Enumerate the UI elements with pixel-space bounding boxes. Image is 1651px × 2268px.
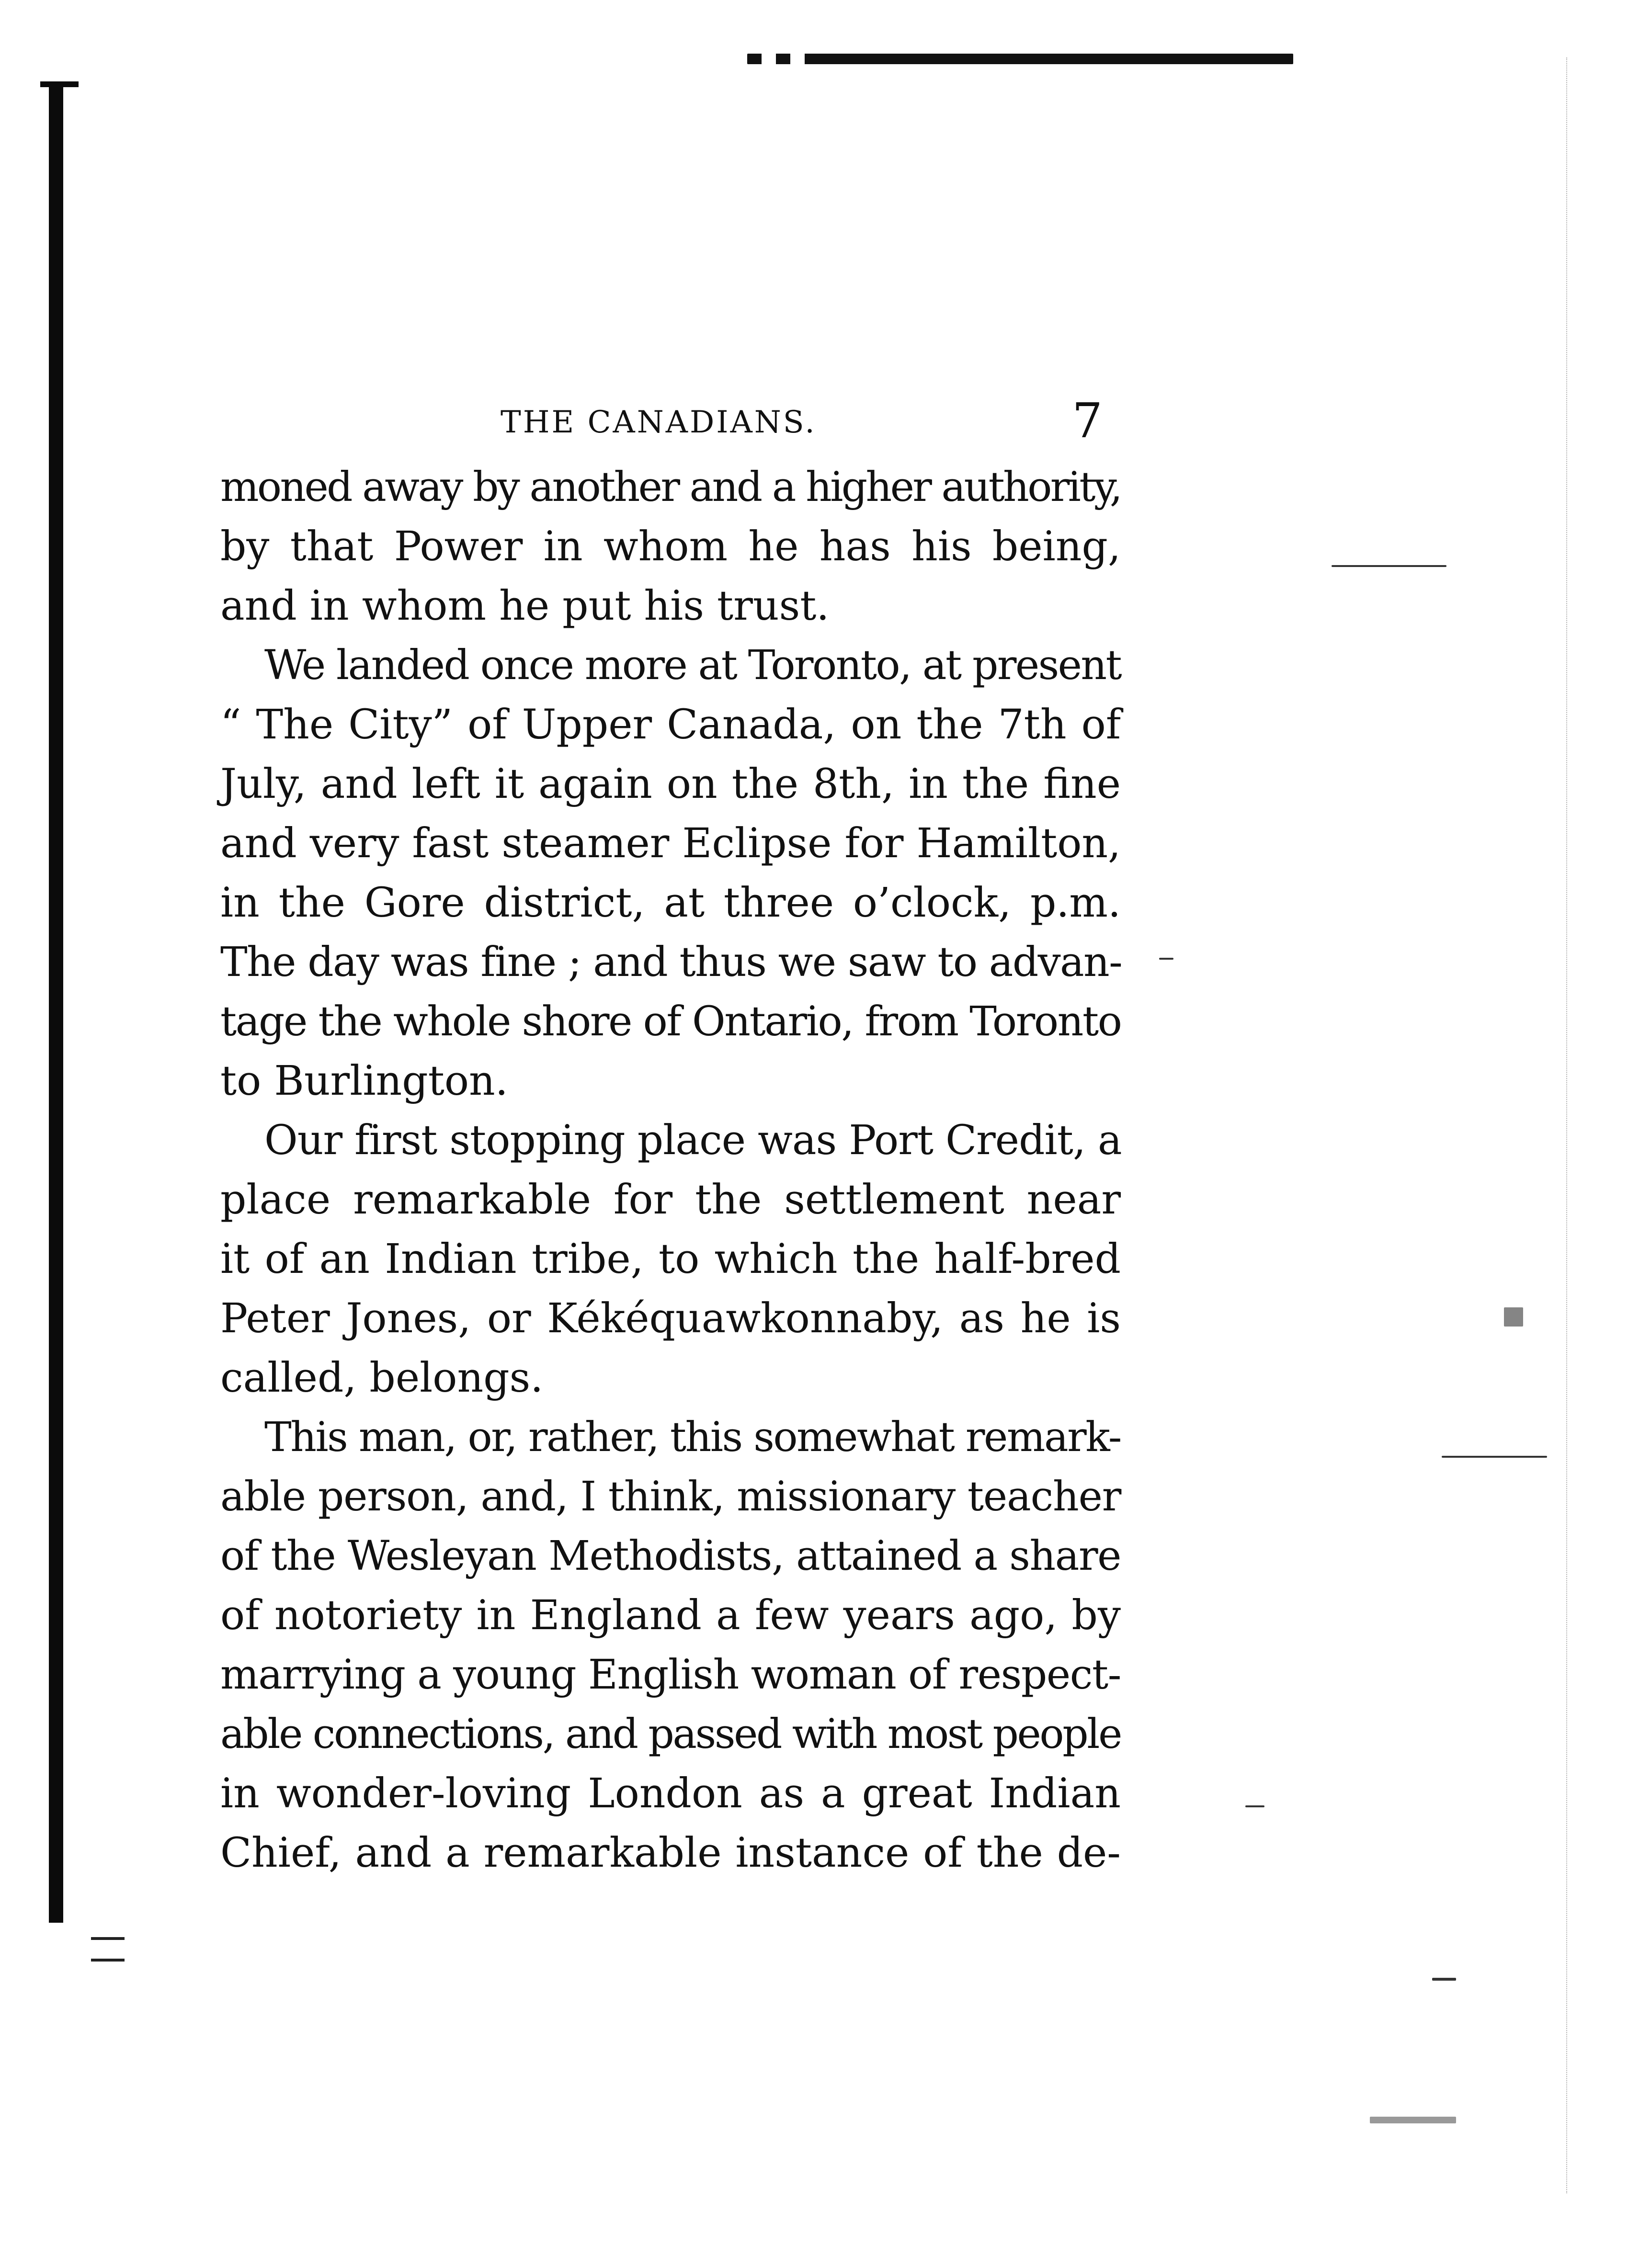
text-line: moned away by another and a higher authority, (220, 464, 1121, 511)
text-line: Chief, and a remarkable instance of the de- (220, 1829, 1121, 1877)
running-title: THE CANADIANS. (501, 405, 817, 440)
scan-speck (1504, 1307, 1523, 1327)
scan-speck (1159, 958, 1173, 960)
scan-speck (1432, 1978, 1456, 1981)
text-line: Our first stopping place was Port Credit, a (264, 1117, 1122, 1164)
text-line: called, belongs. (220, 1354, 544, 1402)
running-head (220, 393, 1121, 450)
page-number: 7 (1072, 393, 1103, 449)
text-line: July, and left it again on the 8th, in the fine (220, 760, 1121, 808)
text-line: We landed once more at Toronto, at present (264, 642, 1121, 689)
scan-right-edge (1557, 57, 1567, 2193)
scan-speck (1370, 2117, 1456, 2123)
scan-edge-mark (91, 1937, 125, 1940)
text-line: to Burlington. (220, 1057, 508, 1105)
text-line: by that Power in whom he has his being, (220, 523, 1121, 570)
text-line: able connections, and passed with most people (220, 1711, 1121, 1758)
book-page (220, 393, 1121, 1883)
text-line: in wonder-loving London as a great Indian (220, 1770, 1121, 1817)
scan-speck (1442, 1456, 1547, 1458)
text-line: place remarkable for the settlement near (220, 1176, 1121, 1224)
text-line: of the Wesleyan Methodists, attained a share (220, 1532, 1121, 1580)
scan-binding-edge (49, 84, 63, 1923)
text-line: and in whom he put his trust. (220, 582, 830, 630)
scan-speck (1332, 565, 1446, 567)
text-line: able person, and, I think, missionary teacher (220, 1473, 1121, 1520)
text-line: it of an Indian tribe, to which the half-bred (220, 1236, 1121, 1283)
text-line: of notoriety in England a few years ago, by (220, 1592, 1121, 1639)
text-line: in the Gore district, at three o’clock, p.m. (220, 879, 1121, 927)
text-line: Peter Jones, or Kékéquawkonnaby, as he is (220, 1295, 1121, 1342)
scan-speck (1245, 1805, 1264, 1807)
text-line: The day was fine ; and thus we saw to advan- (220, 939, 1122, 986)
body-text (220, 458, 1121, 1883)
text-line: marrying a young English woman of respect- (220, 1651, 1121, 1699)
text-line: tage the whole shore of Ontario, from Toronto (220, 998, 1121, 1045)
text-line: “ The City” of Upper Canada, on the 7th of (220, 701, 1121, 748)
scan-edge-mark (91, 1959, 125, 1962)
scan-top-rule (747, 54, 1293, 64)
text-line: This man, or, rather, this somewhat remark- (264, 1414, 1121, 1461)
text-line: and very fast steamer Eclipse for Hamilton, (220, 820, 1121, 867)
